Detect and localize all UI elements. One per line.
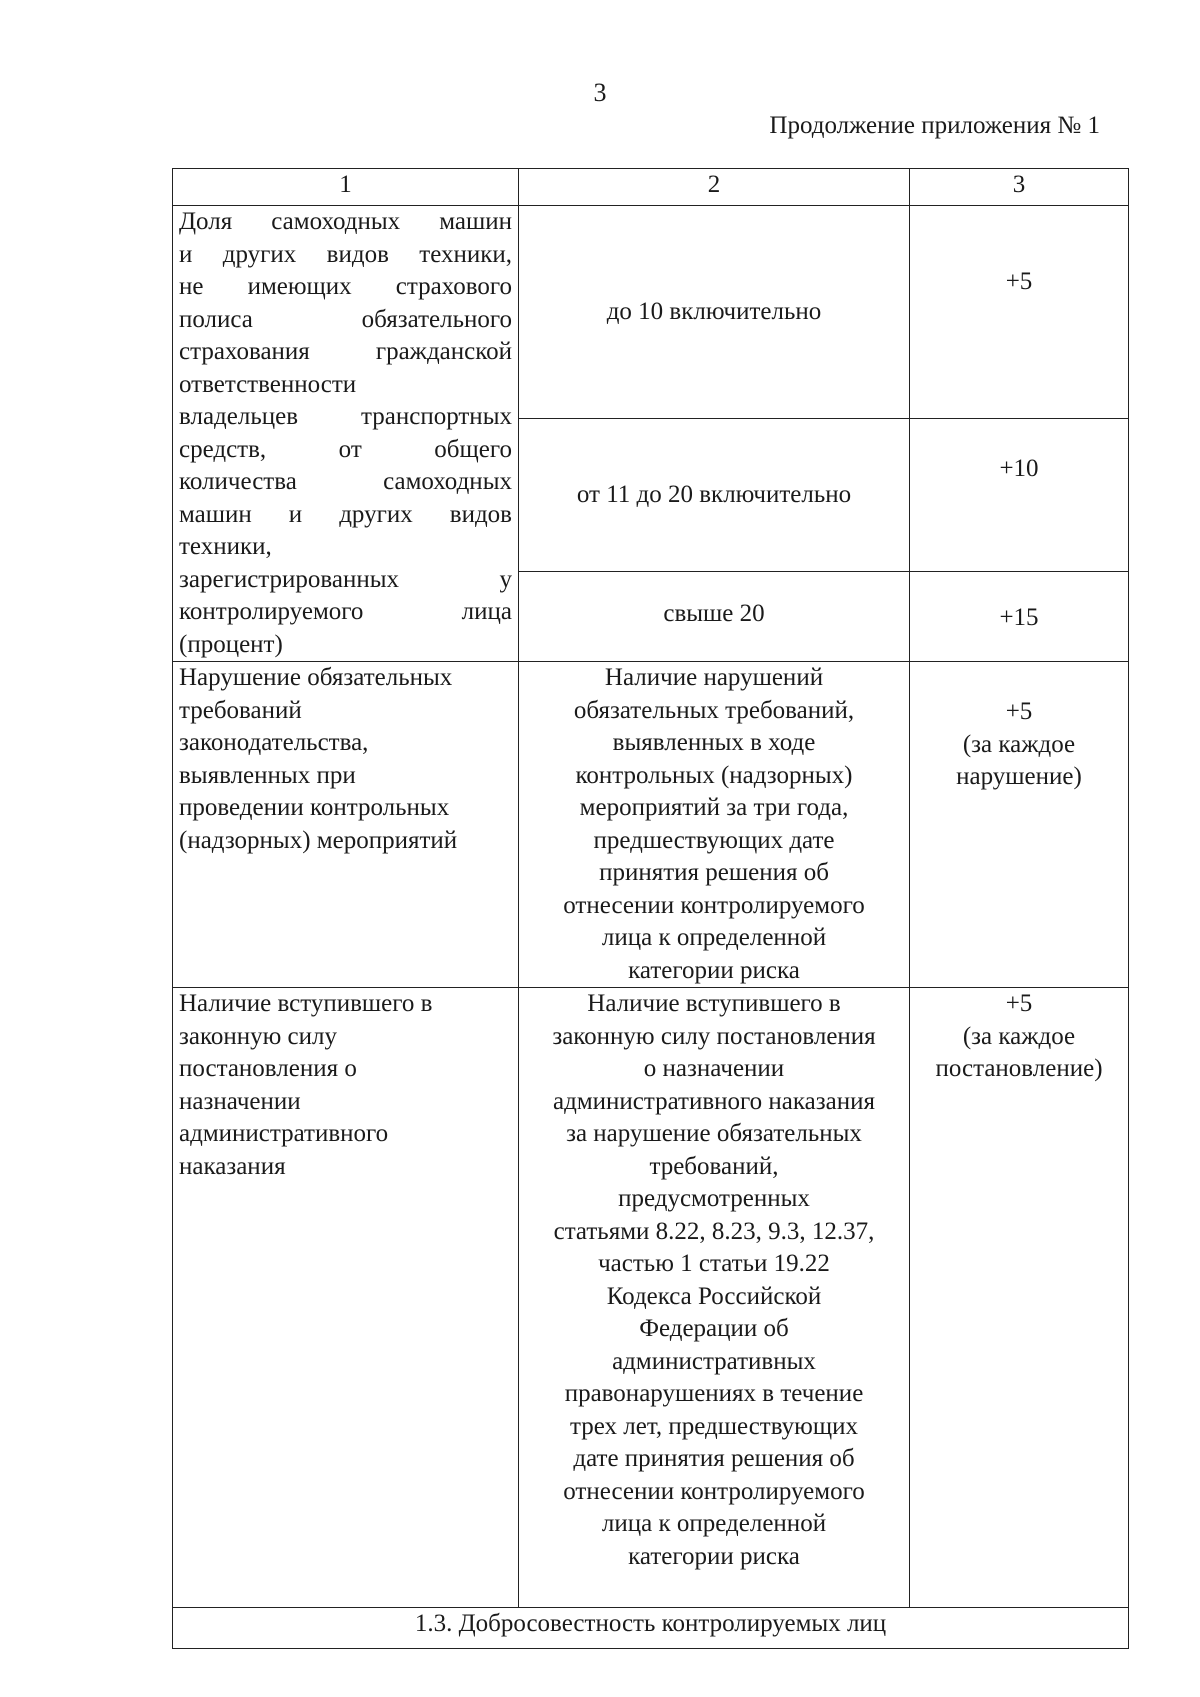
criterion-line: Наличие вступившего в [179, 990, 433, 1017]
criterion-line: проведении контрольных [179, 794, 450, 821]
criterion-line: требований [179, 696, 302, 724]
condition-line: административных [612, 1347, 816, 1375]
criterion-line: выявленных при [179, 761, 356, 789]
criterion-line: средств, от общего [179, 435, 512, 463]
condition-line: мероприятий за три года, [579, 794, 849, 821]
criterion-line: страхования гражданской [179, 338, 512, 365]
criterion-line: законную силу [179, 1022, 337, 1050]
condition-line: Федерации об [639, 1315, 789, 1342]
points-line: (за каждое [962, 730, 1076, 758]
header-cell-3: 3 [910, 169, 1129, 206]
condition-line: требований, [649, 1152, 779, 1180]
table-row [173, 662, 1129, 988]
table-header-row [173, 169, 1129, 206]
condition-line: выявленных в ходе [612, 729, 816, 756]
condition-line: законную силу постановления [552, 1022, 876, 1050]
points-cell: +10 [910, 418, 1129, 571]
points-cell: +5 [910, 206, 1129, 419]
condition-line: статьями 8.22, 8.23, 9.3, 12.37, [553, 1217, 875, 1245]
risk-criteria-table [172, 168, 1129, 1649]
condition-line: за нарушение обязательных [566, 1120, 862, 1147]
header-cell-2: 2 [519, 169, 910, 206]
condition-line: дате принятия решения об [573, 1445, 855, 1472]
points-line: постановление) [935, 1055, 1103, 1082]
criterion-line: зарегистрированных у [179, 565, 512, 593]
condition-line: Кодекса Российской [606, 1282, 822, 1310]
points-line: +5 [1005, 698, 1033, 725]
condition-line: Наличие вступившего в [587, 990, 841, 1017]
criterion-line: и других видов техники, [179, 240, 512, 268]
points-line: (за каждое [962, 1022, 1076, 1050]
criterion-line: Нарушение обязательных [179, 664, 453, 691]
criterion-cell [173, 662, 519, 988]
condition-line: категории риска [628, 956, 800, 984]
criterion-line: количества самоходных [179, 468, 512, 495]
criterion-line: (надзорных) мероприятий [179, 826, 458, 854]
criterion-line: административного [179, 1120, 389, 1147]
points-cell [910, 662, 1129, 988]
condition-line: принятия решения об [599, 859, 829, 886]
points-cell: +15 [910, 571, 1129, 661]
condition-line: категории риска [628, 1542, 800, 1570]
condition-cell [519, 988, 910, 1608]
points-line: +5 [1005, 990, 1033, 1017]
criterion-cell [173, 988, 519, 1608]
condition-line: Наличие нарушений [604, 664, 824, 691]
condition-line: правонарушениях в течение [564, 1380, 864, 1407]
criterion-line: Доля самоходных машин [179, 208, 512, 235]
condition-line: обязательных требований, [573, 696, 855, 724]
condition-line: предусмотренных [618, 1185, 810, 1212]
appendix-continuation-label: Продолжение приложения № 1 [769, 112, 1100, 139]
condition-line: административного наказания [553, 1087, 875, 1115]
points-cell [910, 988, 1129, 1608]
condition-line: отнесении контролируемого [563, 1477, 865, 1505]
criterion-line: владельцев транспортных [179, 403, 512, 430]
criterion-line: законодательства, [179, 729, 369, 756]
section-heading: 1.3. Добросовестность контролируемых лиц [173, 1608, 1129, 1649]
condition-line: отнесении контролируемого [563, 891, 865, 919]
criterion-line: (процент) [179, 630, 283, 658]
criterion-line: не имеющих страхового [179, 273, 512, 300]
condition-line: частью 1 статьи 19.22 [598, 1250, 830, 1277]
page-number: 3 [593, 78, 607, 107]
section-heading-row [173, 1608, 1129, 1649]
criterion-line: машин и других видов [179, 500, 512, 528]
condition-cell: от 11 до 20 включительно [519, 418, 910, 571]
condition-line: о назначении [643, 1055, 785, 1082]
condition-line: лица к определенной [601, 924, 827, 951]
condition-line: лица к определенной [601, 1510, 827, 1537]
condition-cell: до 10 включительно [519, 206, 910, 419]
criterion-line: полиса обязательного [179, 305, 512, 333]
condition-cell [519, 662, 910, 988]
criterion-cell [173, 206, 519, 662]
table-row [173, 988, 1129, 1608]
condition-line: контрольных (надзорных) [575, 761, 853, 789]
condition-cell: свыше 20 [519, 571, 910, 661]
criterion-line: техники, [179, 533, 272, 560]
condition-line: трех лет, предшествующих [570, 1412, 858, 1440]
points-line: нарушение) [956, 763, 1082, 790]
criterion-line: ответственности [179, 370, 357, 398]
criterion-line: постановления о [179, 1055, 357, 1082]
criterion-line: контролируемого лица [179, 598, 512, 625]
header-cell-1: 1 [173, 169, 519, 206]
criterion-line: назначении [179, 1087, 301, 1115]
criterion-line: наказания [179, 1152, 286, 1180]
table-row [173, 206, 1129, 419]
condition-line: предшествующих дате [593, 826, 835, 854]
